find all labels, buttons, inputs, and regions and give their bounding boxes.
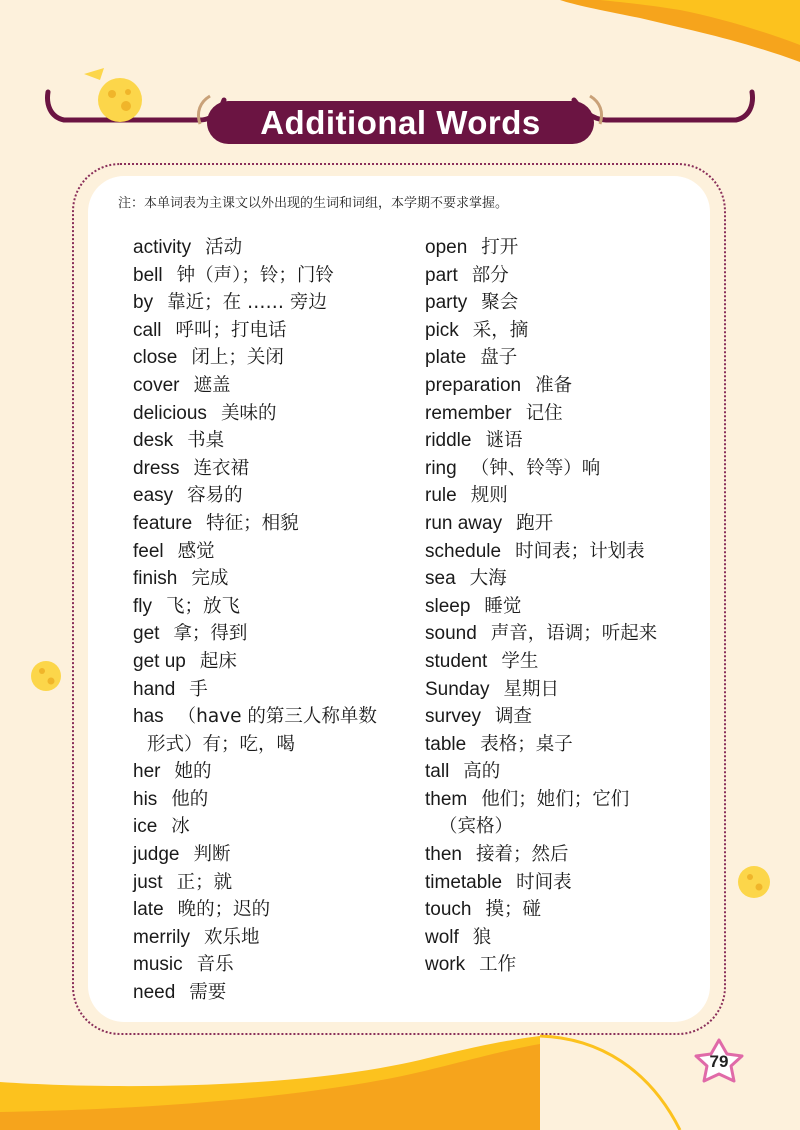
word-entry — [133, 400, 377, 428]
entry-word: has — [133, 706, 164, 728]
entry-word: work — [425, 954, 466, 976]
entry-meaning: 晚的；迟的 — [177, 899, 271, 921]
word-entry — [133, 510, 377, 538]
word-entry — [425, 538, 657, 566]
entry-word: close — [133, 347, 178, 369]
word-entry — [425, 786, 657, 814]
word-entry — [133, 703, 377, 731]
entry-meaning: 判断 — [193, 844, 231, 866]
entry-meaning: 起床 — [199, 650, 237, 672]
entry-word: bell — [133, 264, 163, 286]
entry-meaning: 书桌 — [187, 430, 225, 452]
cheese-ball-icon — [84, 68, 142, 122]
entry-word: feel — [133, 540, 164, 562]
word-entry — [425, 427, 657, 455]
entry-word: call — [133, 319, 162, 341]
word-entry — [133, 813, 377, 841]
entry-meaning: 谜语 — [485, 430, 523, 452]
entry-word: music — [133, 954, 183, 976]
entry-word: get — [133, 623, 160, 645]
entry-word: Sunday — [425, 678, 490, 700]
entry-meaning: 连衣裙 — [193, 457, 249, 479]
entry-word: rule — [425, 485, 457, 507]
word-entry — [133, 289, 377, 317]
entry-meaning: 时间表 — [516, 871, 572, 893]
entry-word: then — [425, 844, 462, 866]
entry-meaning: 睡觉 — [484, 595, 522, 617]
word-entry — [133, 924, 377, 952]
word-entry — [425, 896, 657, 924]
entry-word: late — [133, 899, 164, 921]
word-entry — [425, 372, 657, 400]
word-entry — [133, 620, 377, 648]
entry-meaning: 形式）有；吃，喝 — [147, 733, 296, 755]
entry-word: dress — [133, 457, 180, 479]
entry-meaning: 完成 — [191, 568, 229, 590]
entry-word: his — [133, 788, 158, 810]
entry-meaning: 星期日 — [503, 678, 559, 700]
word-entry — [133, 676, 377, 704]
entry-meaning: 记住 — [525, 402, 563, 424]
entry-word: touch — [425, 899, 472, 921]
entry-meaning: 调查 — [494, 706, 532, 728]
page-number: 79 — [709, 1052, 729, 1071]
entry-word: cover — [133, 374, 180, 396]
word-entry — [133, 482, 377, 510]
entry-meaning: 部分 — [471, 264, 509, 286]
entry-word: part — [425, 264, 458, 286]
word-entry — [133, 344, 377, 372]
entry-word: timetable — [425, 871, 503, 893]
entry-meaning: 钟（声）；铃；门铃 — [176, 264, 334, 286]
word-entry — [425, 924, 657, 952]
word-entry — [425, 262, 657, 290]
word-entry — [425, 400, 657, 428]
word-entry — [425, 620, 657, 648]
entry-meaning: 呼叫；打电话 — [175, 319, 287, 341]
entry-word: delicious — [133, 402, 207, 424]
entry-word: judge — [133, 844, 180, 866]
entry-meaning: 靠近；在 …… 旁边 — [167, 292, 327, 314]
entry-meaning: 特征；相貌 — [206, 512, 299, 534]
word-entry — [133, 731, 377, 759]
entry-meaning: 美味的 — [220, 402, 277, 424]
word-entry — [425, 317, 657, 345]
entry-word: ice — [133, 816, 158, 838]
entry-meaning: 时间表；计划表 — [515, 540, 645, 562]
word-entry — [133, 538, 377, 566]
word-list-right — [425, 234, 657, 979]
entry-meaning: 聚会 — [481, 292, 519, 314]
entry-meaning: （宾格） — [439, 816, 514, 838]
entry-meaning: 容易的 — [187, 485, 243, 507]
entry-meaning: 规则 — [470, 485, 508, 507]
entry-meaning: 拿；得到 — [173, 623, 248, 645]
word-entry — [425, 648, 657, 676]
word-entry — [425, 289, 657, 317]
entry-word: remember — [425, 402, 512, 424]
entry-meaning: 活动 — [205, 237, 243, 258]
word-entry — [425, 676, 657, 704]
entry-meaning: 飞；放飞 — [166, 595, 241, 617]
word-entry — [425, 510, 657, 538]
word-entry — [425, 869, 657, 897]
entry-word: fly — [133, 595, 152, 617]
entry-meaning: 表格；桌子 — [480, 733, 573, 755]
page-title: Additional Words — [260, 103, 541, 141]
entry-meaning: 大海 — [469, 568, 507, 590]
entry-word: easy — [133, 485, 174, 507]
entry-meaning: （钟、铃等）响 — [470, 457, 601, 479]
entry-meaning: 工作 — [479, 954, 517, 976]
word-entry — [425, 234, 657, 262]
word-entry — [425, 482, 657, 510]
entry-meaning: 盘子 — [480, 347, 518, 369]
word-entry — [425, 565, 657, 593]
word-entry — [133, 234, 377, 262]
entry-meaning: 她的 — [174, 761, 212, 783]
word-entry — [425, 758, 657, 786]
entry-meaning: 打开 — [481, 237, 519, 258]
entry-meaning: 音乐 — [196, 954, 234, 976]
entry-word: finish — [133, 568, 178, 590]
entry-word: plate — [425, 347, 467, 369]
entry-word: ring — [425, 457, 457, 479]
word-entry — [133, 841, 377, 869]
entry-word: her — [133, 761, 161, 783]
entry-meaning: （have 的第三人称单数 — [177, 706, 377, 728]
entry-meaning: 冰 — [171, 816, 190, 838]
word-entry — [425, 813, 657, 841]
cheese-ball-left-icon — [31, 661, 61, 691]
entry-word: them — [425, 788, 468, 810]
entry-word: party — [425, 292, 468, 314]
word-entry — [133, 648, 377, 676]
entry-word: activity — [133, 237, 192, 258]
word-entry — [425, 841, 657, 869]
word-entry — [133, 262, 377, 290]
entry-meaning: 闭上；关闭 — [191, 347, 284, 369]
entry-meaning: 需要 — [189, 982, 227, 1004]
word-list-left — [133, 234, 377, 1007]
word-entry — [133, 593, 377, 621]
entry-meaning: 学生 — [501, 650, 539, 672]
entry-meaning: 准备 — [535, 374, 573, 396]
entry-word: pick — [425, 319, 459, 341]
word-entry — [133, 427, 377, 455]
entry-word: table — [425, 733, 467, 755]
entry-meaning: 手 — [189, 678, 208, 700]
entry-meaning: 狼 — [472, 926, 492, 948]
word-entry — [425, 951, 657, 979]
note-text: 注：本单词表为主课文以外出现的生词和词组，本学期不要求掌握。 — [118, 196, 509, 211]
entry-word: by — [133, 292, 154, 314]
entry-meaning: 摸；碰 — [485, 899, 541, 921]
word-entry — [133, 869, 377, 897]
word-entry — [425, 344, 657, 372]
entry-word: student — [425, 650, 488, 672]
word-entry — [425, 703, 657, 731]
entry-word: feature — [133, 512, 193, 534]
entry-meaning: 高的 — [463, 761, 501, 783]
entry-word: riddle — [425, 430, 472, 452]
entry-word: survey — [425, 706, 481, 728]
word-entry — [425, 455, 657, 483]
word-entry — [133, 979, 377, 1007]
entry-word: sleep — [425, 595, 471, 617]
entry-word: open — [425, 237, 468, 258]
entry-word: get up — [133, 650, 186, 672]
word-entry — [133, 758, 377, 786]
entry-word: desk — [133, 430, 174, 452]
entry-meaning: 声音，语调；听起来 — [490, 623, 658, 645]
entry-word: just — [133, 871, 163, 893]
entry-word: schedule — [425, 540, 502, 562]
entry-meaning: 感觉 — [177, 540, 215, 562]
entry-word: wolf — [425, 926, 459, 948]
entry-meaning: 正；就 — [176, 871, 233, 893]
word-entry — [425, 593, 657, 621]
entry-meaning: 他的 — [171, 788, 209, 810]
word-entry — [133, 372, 377, 400]
entry-meaning: 采，摘 — [472, 319, 529, 341]
entry-meaning: 跑开 — [516, 512, 554, 534]
word-entry — [425, 731, 657, 759]
entry-word: tall — [425, 761, 450, 783]
word-entry — [133, 786, 377, 814]
cheese-ball-right-icon — [738, 866, 770, 898]
entry-word: run away — [425, 512, 503, 534]
word-entry — [133, 951, 377, 979]
entry-word: merrily — [133, 926, 190, 948]
entry-word: sound — [425, 623, 477, 645]
word-entry — [133, 896, 377, 924]
entry-word: preparation — [425, 374, 522, 396]
word-entry — [133, 317, 377, 345]
bottom-arc-line — [540, 1036, 680, 1130]
entry-meaning: 接着；然后 — [475, 844, 569, 866]
entry-meaning: 欢乐地 — [204, 926, 260, 948]
entry-word: sea — [425, 568, 456, 590]
entry-word: hand — [133, 678, 176, 700]
entry-meaning: 他们；她们；它们 — [481, 788, 630, 810]
entry-word: need — [133, 982, 176, 1004]
page-title-banner — [207, 101, 594, 144]
word-entry — [133, 565, 377, 593]
word-entry — [133, 455, 377, 483]
entry-meaning: 遮盖 — [193, 374, 231, 396]
